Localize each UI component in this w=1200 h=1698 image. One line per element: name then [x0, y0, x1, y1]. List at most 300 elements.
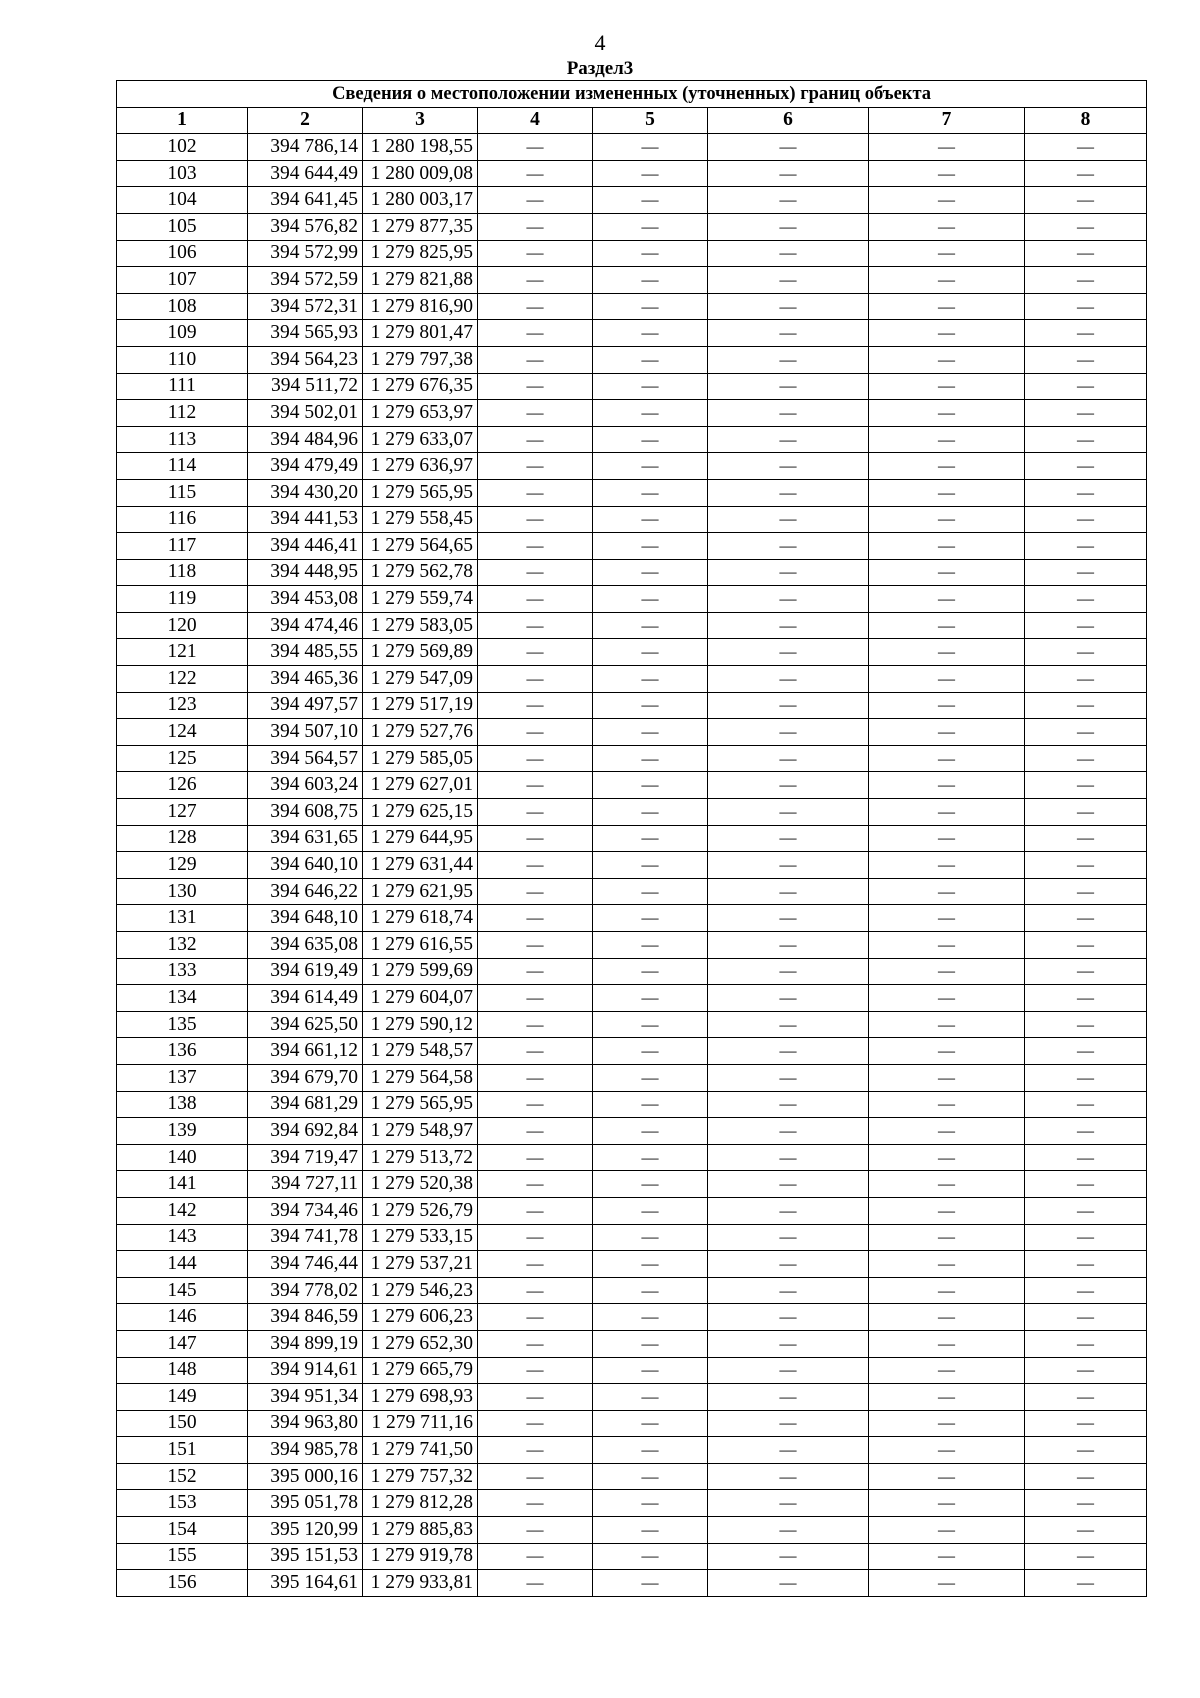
point-number-cell: 143 — [117, 1224, 248, 1251]
empty-cell-col-4: — — [478, 932, 593, 959]
y-coordinate-cell: 1 279 616,55 — [363, 932, 478, 959]
empty-cell-col-4: — — [478, 533, 593, 560]
point-number-cell: 140 — [117, 1144, 248, 1171]
y-coordinate-cell: 1 279 547,09 — [363, 666, 478, 693]
empty-cell-col-5: — — [593, 479, 708, 506]
table-row — [117, 293, 1147, 320]
empty-cell-col-7: — — [869, 1543, 1025, 1570]
table-row — [117, 639, 1147, 666]
table-row — [117, 134, 1147, 161]
x-coordinate-cell: 394 692,84 — [248, 1118, 363, 1145]
empty-cell-col-4: — — [478, 586, 593, 613]
y-coordinate-cell: 1 279 644,95 — [363, 825, 478, 852]
empty-cell-col-8: — — [1025, 134, 1147, 161]
empty-cell-col-4: — — [478, 1197, 593, 1224]
x-coordinate-cell: 394 479,49 — [248, 453, 363, 480]
x-coordinate-cell: 394 430,20 — [248, 479, 363, 506]
empty-cell-col-5: — — [593, 1437, 708, 1464]
empty-cell-col-8: — — [1025, 1171, 1147, 1198]
point-number-cell: 154 — [117, 1517, 248, 1544]
table-row — [117, 1357, 1147, 1384]
point-number-cell: 138 — [117, 1091, 248, 1118]
empty-cell-col-5: — — [593, 1064, 708, 1091]
table-row — [117, 346, 1147, 373]
table-row — [117, 586, 1147, 613]
empty-cell-col-4: — — [478, 240, 593, 267]
point-number-cell: 133 — [117, 958, 248, 985]
x-coordinate-cell: 394 572,31 — [248, 293, 363, 320]
table-row — [117, 745, 1147, 772]
empty-cell-col-4: — — [478, 639, 593, 666]
empty-cell-col-4: — — [478, 1437, 593, 1464]
empty-cell-col-6: — — [708, 373, 869, 400]
point-number-cell: 113 — [117, 426, 248, 453]
point-number-cell: 118 — [117, 559, 248, 586]
empty-cell-col-4: — — [478, 1570, 593, 1597]
empty-cell-col-5: — — [593, 506, 708, 533]
empty-cell-col-8: — — [1025, 772, 1147, 799]
table-row — [117, 1304, 1147, 1331]
empty-cell-col-8: — — [1025, 1011, 1147, 1038]
empty-cell-col-5: — — [593, 905, 708, 932]
table-row — [117, 453, 1147, 480]
empty-cell-col-7: — — [869, 1437, 1025, 1464]
empty-cell-col-4: — — [478, 1171, 593, 1198]
empty-cell-col-8: — — [1025, 453, 1147, 480]
empty-cell-col-6: — — [708, 1091, 869, 1118]
point-number-cell: 156 — [117, 1570, 248, 1597]
y-coordinate-cell: 1 279 565,95 — [363, 479, 478, 506]
point-number-cell: 103 — [117, 160, 248, 187]
point-number-cell: 127 — [117, 799, 248, 826]
empty-cell-col-7: — — [869, 1011, 1025, 1038]
x-coordinate-cell: 394 786,14 — [248, 134, 363, 161]
empty-cell-col-4: — — [478, 799, 593, 826]
point-number-cell: 141 — [117, 1171, 248, 1198]
point-number-cell: 146 — [117, 1304, 248, 1331]
y-coordinate-cell: 1 279 919,78 — [363, 1543, 478, 1570]
x-coordinate-cell: 395 151,53 — [248, 1543, 363, 1570]
empty-cell-col-7: — — [869, 1384, 1025, 1411]
empty-cell-col-8: — — [1025, 1490, 1147, 1517]
table-row — [117, 1543, 1147, 1570]
empty-cell-col-8: — — [1025, 267, 1147, 294]
empty-cell-col-6: — — [708, 1171, 869, 1198]
empty-cell-col-5: — — [593, 187, 708, 214]
empty-cell-col-7: — — [869, 533, 1025, 560]
empty-cell-col-5: — — [593, 612, 708, 639]
point-number-cell: 125 — [117, 745, 248, 772]
empty-cell-col-6: — — [708, 666, 869, 693]
empty-cell-col-7: — — [869, 799, 1025, 826]
point-number-cell: 112 — [117, 400, 248, 427]
x-coordinate-cell: 394 985,78 — [248, 1437, 363, 1464]
empty-cell-col-5: — — [593, 160, 708, 187]
table-row — [117, 1197, 1147, 1224]
y-coordinate-cell: 1 279 627,01 — [363, 772, 478, 799]
empty-cell-col-6: — — [708, 1277, 869, 1304]
empty-cell-col-4: — — [478, 373, 593, 400]
x-coordinate-cell: 394 846,59 — [248, 1304, 363, 1331]
empty-cell-col-4: — — [478, 479, 593, 506]
empty-cell-col-6: — — [708, 400, 869, 427]
empty-cell-col-6: — — [708, 1330, 869, 1357]
point-number-cell: 130 — [117, 878, 248, 905]
table-row — [117, 666, 1147, 693]
point-number-cell: 111 — [117, 373, 248, 400]
table-row — [117, 1490, 1147, 1517]
x-coordinate-cell: 394 681,29 — [248, 1091, 363, 1118]
empty-cell-col-5: — — [593, 426, 708, 453]
empty-cell-col-5: — — [593, 533, 708, 560]
empty-cell-col-7: — — [869, 373, 1025, 400]
empty-cell-col-4: — — [478, 1410, 593, 1437]
empty-cell-col-8: — — [1025, 1251, 1147, 1278]
point-number-cell: 131 — [117, 905, 248, 932]
empty-cell-col-4: — — [478, 612, 593, 639]
x-coordinate-cell: 394 648,10 — [248, 905, 363, 932]
empty-cell-col-4: — — [478, 160, 593, 187]
empty-cell-col-5: — — [593, 985, 708, 1012]
empty-cell-col-6: — — [708, 346, 869, 373]
table-row — [117, 985, 1147, 1012]
y-coordinate-cell: 1 279 604,07 — [363, 985, 478, 1012]
x-coordinate-cell: 395 051,78 — [248, 1490, 363, 1517]
empty-cell-col-5: — — [593, 958, 708, 985]
x-coordinate-cell: 394 608,75 — [248, 799, 363, 826]
empty-cell-col-4: — — [478, 825, 593, 852]
y-coordinate-cell: 1 279 885,83 — [363, 1517, 478, 1544]
empty-cell-col-8: — — [1025, 1330, 1147, 1357]
point-number-cell: 102 — [117, 134, 248, 161]
y-coordinate-cell: 1 279 757,32 — [363, 1463, 478, 1490]
y-coordinate-cell: 1 279 533,15 — [363, 1224, 478, 1251]
empty-cell-col-7: — — [869, 1064, 1025, 1091]
column-number-row — [117, 107, 1147, 134]
empty-cell-col-4: — — [478, 1304, 593, 1331]
empty-cell-col-6: — — [708, 1197, 869, 1224]
empty-cell-col-8: — — [1025, 1304, 1147, 1331]
table-row — [117, 1517, 1147, 1544]
empty-cell-col-6: — — [708, 1224, 869, 1251]
x-coordinate-cell: 394 441,53 — [248, 506, 363, 533]
empty-cell-col-7: — — [869, 1118, 1025, 1145]
empty-cell-col-6: — — [708, 426, 869, 453]
point-number-cell: 110 — [117, 346, 248, 373]
x-coordinate-cell: 394 727,11 — [248, 1171, 363, 1198]
empty-cell-col-8: — — [1025, 187, 1147, 214]
empty-cell-col-7: — — [869, 1463, 1025, 1490]
table-row — [117, 559, 1147, 586]
empty-cell-col-6: — — [708, 1410, 869, 1437]
point-number-cell: 128 — [117, 825, 248, 852]
empty-cell-col-7: — — [869, 453, 1025, 480]
table-row — [117, 373, 1147, 400]
table-row — [117, 506, 1147, 533]
y-coordinate-cell: 1 279 625,15 — [363, 799, 478, 826]
empty-cell-col-4: — — [478, 293, 593, 320]
x-coordinate-cell: 394 951,34 — [248, 1384, 363, 1411]
y-coordinate-cell: 1 279 797,38 — [363, 346, 478, 373]
empty-cell-col-4: — — [478, 346, 593, 373]
empty-cell-col-5: — — [593, 666, 708, 693]
y-coordinate-cell: 1 279 599,69 — [363, 958, 478, 985]
empty-cell-col-7: — — [869, 692, 1025, 719]
empty-cell-col-5: — — [593, 1038, 708, 1065]
x-coordinate-cell: 394 565,93 — [248, 320, 363, 347]
y-coordinate-cell: 1 279 652,30 — [363, 1330, 478, 1357]
x-coordinate-cell: 394 635,08 — [248, 932, 363, 959]
empty-cell-col-6: — — [708, 1064, 869, 1091]
empty-cell-col-6: — — [708, 134, 869, 161]
empty-cell-col-6: — — [708, 479, 869, 506]
empty-cell-col-8: — — [1025, 559, 1147, 586]
x-coordinate-cell: 394 614,49 — [248, 985, 363, 1012]
y-coordinate-cell: 1 279 801,47 — [363, 320, 478, 347]
empty-cell-col-8: — — [1025, 1463, 1147, 1490]
empty-cell-col-7: — — [869, 160, 1025, 187]
empty-cell-col-4: — — [478, 985, 593, 1012]
y-coordinate-cell: 1 279 816,90 — [363, 293, 478, 320]
empty-cell-col-4: — — [478, 745, 593, 772]
x-coordinate-cell: 395 000,16 — [248, 1463, 363, 1490]
empty-cell-col-8: — — [1025, 160, 1147, 187]
y-coordinate-cell: 1 279 812,28 — [363, 1490, 478, 1517]
column-number-1: 1 — [117, 107, 248, 134]
empty-cell-col-6: — — [708, 320, 869, 347]
empty-cell-col-4: — — [478, 320, 593, 347]
x-coordinate-cell: 394 485,55 — [248, 639, 363, 666]
y-coordinate-cell: 1 279 546,23 — [363, 1277, 478, 1304]
empty-cell-col-8: — — [1025, 1437, 1147, 1464]
empty-cell-col-6: — — [708, 506, 869, 533]
point-number-cell: 132 — [117, 932, 248, 959]
empty-cell-col-5: — — [593, 852, 708, 879]
empty-cell-col-4: — — [478, 426, 593, 453]
y-coordinate-cell: 1 279 711,16 — [363, 1410, 478, 1437]
point-number-cell: 134 — [117, 985, 248, 1012]
x-coordinate-cell: 394 625,50 — [248, 1011, 363, 1038]
empty-cell-col-5: — — [593, 1357, 708, 1384]
empty-cell-col-4: — — [478, 1144, 593, 1171]
empty-cell-col-6: — — [708, 772, 869, 799]
empty-cell-col-6: — — [708, 905, 869, 932]
y-coordinate-cell: 1 280 003,17 — [363, 187, 478, 214]
empty-cell-col-7: — — [869, 320, 1025, 347]
y-coordinate-cell: 1 279 564,58 — [363, 1064, 478, 1091]
empty-cell-col-6: — — [708, 533, 869, 560]
x-coordinate-cell: 394 511,72 — [248, 373, 363, 400]
table-row — [117, 240, 1147, 267]
empty-cell-col-4: — — [478, 400, 593, 427]
table-row — [117, 187, 1147, 214]
point-number-cell: 116 — [117, 506, 248, 533]
y-coordinate-cell: 1 279 558,45 — [363, 506, 478, 533]
column-number-8: 8 — [1025, 107, 1147, 134]
empty-cell-col-8: — — [1025, 1091, 1147, 1118]
empty-cell-col-5: — — [593, 134, 708, 161]
y-coordinate-cell: 1 279 821,88 — [363, 267, 478, 294]
empty-cell-col-4: — — [478, 1543, 593, 1570]
point-number-cell: 137 — [117, 1064, 248, 1091]
y-coordinate-cell: 1 279 825,95 — [363, 240, 478, 267]
empty-cell-col-6: — — [708, 878, 869, 905]
empty-cell-col-7: — — [869, 1091, 1025, 1118]
x-coordinate-cell: 394 484,96 — [248, 426, 363, 453]
point-number-cell: 145 — [117, 1277, 248, 1304]
empty-cell-col-8: — — [1025, 586, 1147, 613]
x-coordinate-cell: 394 963,80 — [248, 1410, 363, 1437]
point-number-cell: 147 — [117, 1330, 248, 1357]
empty-cell-col-7: — — [869, 426, 1025, 453]
empty-cell-col-7: — — [869, 905, 1025, 932]
empty-cell-col-4: — — [478, 1064, 593, 1091]
y-coordinate-cell: 1 279 526,79 — [363, 1197, 478, 1224]
empty-cell-col-5: — — [593, 586, 708, 613]
x-coordinate-cell: 394 778,02 — [248, 1277, 363, 1304]
empty-cell-col-8: — — [1025, 373, 1147, 400]
empty-cell-col-4: — — [478, 878, 593, 905]
empty-cell-col-7: — — [869, 666, 1025, 693]
x-coordinate-cell: 394 564,23 — [248, 346, 363, 373]
empty-cell-col-8: — — [1025, 985, 1147, 1012]
point-number-cell: 153 — [117, 1490, 248, 1517]
table-row — [117, 320, 1147, 347]
empty-cell-col-5: — — [593, 1118, 708, 1145]
empty-cell-col-5: — — [593, 320, 708, 347]
y-coordinate-cell: 1 279 676,35 — [363, 373, 478, 400]
empty-cell-col-8: — — [1025, 1410, 1147, 1437]
point-number-cell: 149 — [117, 1384, 248, 1411]
x-coordinate-cell: 394 576,82 — [248, 213, 363, 240]
point-number-cell: 129 — [117, 852, 248, 879]
empty-cell-col-7: — — [869, 1490, 1025, 1517]
empty-cell-col-4: — — [478, 453, 593, 480]
empty-cell-col-8: — — [1025, 1277, 1147, 1304]
empty-cell-col-6: — — [708, 1038, 869, 1065]
empty-cell-col-8: — — [1025, 612, 1147, 639]
table-caption: Сведения о местоположении измененных (уточненных) границ объекта — [117, 81, 1147, 108]
empty-cell-col-7: — — [869, 958, 1025, 985]
empty-cell-col-7: — — [869, 506, 1025, 533]
empty-cell-col-7: — — [869, 719, 1025, 746]
empty-cell-col-4: — — [478, 1091, 593, 1118]
empty-cell-col-5: — — [593, 772, 708, 799]
empty-cell-col-4: — — [478, 1251, 593, 1278]
empty-cell-col-6: — — [708, 453, 869, 480]
y-coordinate-cell: 1 280 009,08 — [363, 160, 478, 187]
empty-cell-col-7: — — [869, 932, 1025, 959]
x-coordinate-cell: 394 899,19 — [248, 1330, 363, 1357]
x-coordinate-cell: 394 631,65 — [248, 825, 363, 852]
empty-cell-col-8: — — [1025, 745, 1147, 772]
point-number-cell: 124 — [117, 719, 248, 746]
empty-cell-col-6: — — [708, 1517, 869, 1544]
empty-cell-col-6: — — [708, 852, 869, 879]
point-number-cell: 108 — [117, 293, 248, 320]
table-row — [117, 1330, 1147, 1357]
table-row — [117, 1118, 1147, 1145]
empty-cell-col-5: — — [593, 878, 708, 905]
y-coordinate-cell: 1 279 631,44 — [363, 852, 478, 879]
y-coordinate-cell: 1 279 548,57 — [363, 1038, 478, 1065]
x-coordinate-cell: 395 120,99 — [248, 1517, 363, 1544]
table-row — [117, 479, 1147, 506]
table-row — [117, 1251, 1147, 1278]
empty-cell-col-8: — — [1025, 1543, 1147, 1570]
x-coordinate-cell: 394 746,44 — [248, 1251, 363, 1278]
empty-cell-col-8: — — [1025, 639, 1147, 666]
empty-cell-col-8: — — [1025, 825, 1147, 852]
empty-cell-col-8: — — [1025, 1224, 1147, 1251]
point-number-cell: 126 — [117, 772, 248, 799]
empty-cell-col-6: — — [708, 240, 869, 267]
empty-cell-col-8: — — [1025, 852, 1147, 879]
empty-cell-col-5: — — [593, 932, 708, 959]
table-row — [117, 878, 1147, 905]
table-row — [117, 905, 1147, 932]
empty-cell-col-5: — — [593, 240, 708, 267]
point-number-cell: 142 — [117, 1197, 248, 1224]
x-coordinate-cell: 394 507,10 — [248, 719, 363, 746]
empty-cell-col-8: — — [1025, 1197, 1147, 1224]
table-row — [117, 160, 1147, 187]
y-coordinate-cell: 1 279 741,50 — [363, 1437, 478, 1464]
point-number-cell: 117 — [117, 533, 248, 560]
empty-cell-col-4: — — [478, 267, 593, 294]
empty-cell-col-6: — — [708, 1144, 869, 1171]
table-row — [117, 1570, 1147, 1597]
empty-cell-col-4: — — [478, 1038, 593, 1065]
empty-cell-col-5: — — [593, 1224, 708, 1251]
point-number-cell: 135 — [117, 1011, 248, 1038]
table-row — [117, 612, 1147, 639]
table-row — [117, 772, 1147, 799]
table-row — [117, 400, 1147, 427]
y-coordinate-cell: 1 279 590,12 — [363, 1011, 478, 1038]
empty-cell-col-7: — — [869, 612, 1025, 639]
x-coordinate-cell: 394 619,49 — [248, 958, 363, 985]
empty-cell-col-5: — — [593, 559, 708, 586]
x-coordinate-cell: 394 453,08 — [248, 586, 363, 613]
table-row — [117, 852, 1147, 879]
empty-cell-col-7: — — [869, 1197, 1025, 1224]
empty-cell-col-8: — — [1025, 400, 1147, 427]
empty-cell-col-7: — — [869, 240, 1025, 267]
point-number-cell: 136 — [117, 1038, 248, 1065]
point-number-cell: 115 — [117, 479, 248, 506]
empty-cell-col-4: — — [478, 559, 593, 586]
x-coordinate-cell: 394 572,59 — [248, 267, 363, 294]
table-row — [117, 1224, 1147, 1251]
empty-cell-col-4: — — [478, 1224, 593, 1251]
empty-cell-col-7: — — [869, 134, 1025, 161]
empty-cell-col-7: — — [869, 825, 1025, 852]
empty-cell-col-5: — — [593, 293, 708, 320]
empty-cell-col-4: — — [478, 506, 593, 533]
x-coordinate-cell: 394 465,36 — [248, 666, 363, 693]
x-coordinate-cell: 394 719,47 — [248, 1144, 363, 1171]
empty-cell-col-8: — — [1025, 1570, 1147, 1597]
point-number-cell: 150 — [117, 1410, 248, 1437]
empty-cell-col-6: — — [708, 1543, 869, 1570]
point-number-cell: 155 — [117, 1543, 248, 1570]
empty-cell-col-6: — — [708, 160, 869, 187]
table-row — [117, 719, 1147, 746]
empty-cell-col-5: — — [593, 1197, 708, 1224]
point-number-cell: 104 — [117, 187, 248, 214]
point-number-cell: 120 — [117, 612, 248, 639]
